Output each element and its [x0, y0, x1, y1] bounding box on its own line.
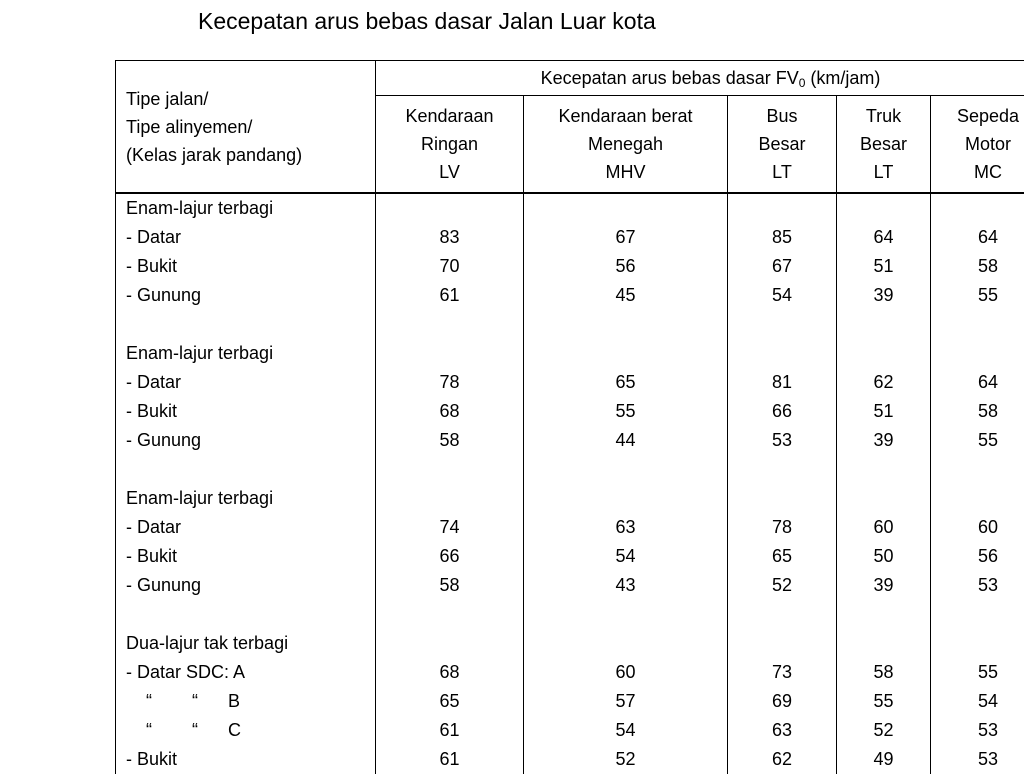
table-cell-value: 64: [837, 223, 931, 252]
column-header-bus-lt-line-1: Bus: [728, 102, 836, 130]
row-label-header-line-2: Tipe alinyemen/: [126, 113, 375, 141]
table-cell-value: 44: [524, 426, 728, 455]
row-label-header-line-3: (Kelas jarak pandang): [126, 141, 375, 169]
table-row: [116, 745, 1024, 774]
table-cell-value: 54: [931, 687, 1024, 716]
table-cell-value: 60: [931, 513, 1024, 542]
table-cell-value: 39: [837, 426, 931, 455]
table-cell-empty: [524, 484, 728, 513]
table-cell-value: 43: [524, 571, 728, 600]
table-cell-value: 56: [931, 542, 1024, 571]
table-cell-value: 67: [524, 223, 728, 252]
page-title-text: Kecepatan arus bebas dasar Jalan Luar kota: [198, 8, 656, 34]
table-row-label: - Gunung: [116, 281, 376, 310]
column-header-bus-lt: [728, 96, 837, 194]
table-cell-value: 64: [931, 223, 1024, 252]
table-spacer-cell: [116, 600, 376, 629]
table-cell-value: 39: [837, 281, 931, 310]
table-cell-value: 61: [376, 716, 524, 745]
table-group-heading-label: Enam-lajur terbagi: [116, 484, 376, 513]
column-header-mhv: [524, 96, 728, 194]
table-group-heading-label: Enam-lajur terbagi: [116, 193, 376, 223]
table-header-group-row: [116, 61, 1024, 96]
table-cell-value: 54: [728, 281, 837, 310]
column-group-header-text: Kecepatan arus bebas dasar FV: [541, 68, 799, 88]
table-cell-value: 65: [524, 368, 728, 397]
table-group-heading-row: [116, 193, 1024, 223]
table-cell-value: 55: [837, 687, 931, 716]
column-header-mc-code: MC: [931, 158, 1024, 186]
table-row-label: - Bukit: [116, 252, 376, 281]
column-header-bus-lt-line-2: Besar: [728, 130, 836, 158]
table-cell-value: 65: [376, 687, 524, 716]
table-group-heading-row: [116, 629, 1024, 658]
table-row: [116, 368, 1024, 397]
table-row-label: - Datar SDC: A: [116, 658, 376, 687]
table-spacer-cell: [728, 310, 837, 339]
table-spacer-row: [116, 310, 1024, 339]
table-spacer-cell: [931, 455, 1024, 484]
table-row: [116, 687, 1024, 716]
table-cell-value: 58: [376, 426, 524, 455]
table-cell-value: 66: [728, 397, 837, 426]
column-header-lv-code: LV: [376, 158, 523, 186]
table-row: [116, 281, 1024, 310]
table-cell-empty: [728, 484, 837, 513]
table-cell-value: 58: [931, 252, 1024, 281]
column-header-truk-lt-line-2: Besar: [837, 130, 930, 158]
table-cell-value: 55: [931, 281, 1024, 310]
column-header-bus-lt-code: LT: [728, 158, 836, 186]
table-cell-empty: [837, 484, 931, 513]
table-cell-value: 54: [524, 716, 728, 745]
table-spacer-cell: [837, 455, 931, 484]
table-spacer-cell: [524, 455, 728, 484]
table-cell-value: 61: [376, 745, 524, 774]
column-group-header: [376, 61, 1024, 96]
row-label-header-cell: [116, 61, 376, 194]
table-cell-empty: [931, 193, 1024, 223]
table-spacer-cell: [524, 600, 728, 629]
table-row: [116, 426, 1024, 455]
table-spacer-cell: [524, 310, 728, 339]
table-cell-value: 78: [376, 368, 524, 397]
table-row: [116, 542, 1024, 571]
column-header-lv-line-1: Kendaraan: [376, 102, 523, 130]
table-cell-value: 66: [376, 542, 524, 571]
column-header-lv: [376, 96, 524, 194]
table-cell-value: 68: [376, 658, 524, 687]
table-cell-value: 62: [837, 368, 931, 397]
table-spacer-cell: [728, 455, 837, 484]
column-header-lv-line-2: Ringan: [376, 130, 523, 158]
table-spacer-row: [116, 600, 1024, 629]
table-cell-value: 52: [524, 745, 728, 774]
table-row: [116, 716, 1024, 745]
column-header-mc: [931, 96, 1024, 194]
table-cell-value: 39: [837, 571, 931, 600]
column-header-mhv-line-2: Menegah: [524, 130, 727, 158]
table-group-heading-row: [116, 484, 1024, 513]
column-header-mc-line-1: Sepeda: [931, 102, 1024, 130]
table-row: [116, 252, 1024, 281]
table-spacer-cell: [376, 310, 524, 339]
column-header-mhv-line-1: Kendaraan berat: [524, 102, 727, 130]
table-cell-value: 65: [728, 542, 837, 571]
table-cell-empty: [728, 339, 837, 368]
table-cell-value: 70: [376, 252, 524, 281]
table-cell-empty: [376, 339, 524, 368]
table-cell-value: 45: [524, 281, 728, 310]
table-cell-empty: [837, 629, 931, 658]
column-header-truk-lt: [837, 96, 931, 194]
table-cell-value: 55: [524, 397, 728, 426]
table-cell-value: 49: [837, 745, 931, 774]
table-cell-empty: [837, 339, 931, 368]
table-cell-value: 73: [728, 658, 837, 687]
table-cell-value: 63: [728, 716, 837, 745]
table-cell-value: 61: [376, 281, 524, 310]
table-cell-value: 60: [837, 513, 931, 542]
page-title: [198, 6, 656, 36]
table-cell-value: 81: [728, 368, 837, 397]
table-cell-value: 69: [728, 687, 837, 716]
table-cell-value: 74: [376, 513, 524, 542]
table-row-label: - Datar: [116, 368, 376, 397]
table-cell-empty: [837, 193, 931, 223]
table-group-heading-label: Dua-lajur tak terbagi: [116, 629, 376, 658]
table-row-label: - Bukit: [116, 745, 376, 774]
table-cell-empty: [931, 629, 1024, 658]
table-cell-value: 55: [931, 426, 1024, 455]
table-cell-empty: [931, 339, 1024, 368]
table-cell-value: 78: [728, 513, 837, 542]
free-flow-speed-table: [115, 60, 1024, 774]
row-label-header-line-1: Tipe jalan/: [126, 85, 375, 113]
table-cell-value: 55: [931, 658, 1024, 687]
table-cell-value: 57: [524, 687, 728, 716]
table-row: [116, 513, 1024, 542]
table-cell-value: 85: [728, 223, 837, 252]
table-cell-empty: [376, 629, 524, 658]
table-cell-value: 54: [524, 542, 728, 571]
table-row-label: - Bukit: [116, 542, 376, 571]
free-flow-speed-table-container: [115, 60, 1024, 774]
column-group-header-unit: (km/jam): [805, 68, 880, 88]
column-header-truk-lt-code: LT: [837, 158, 930, 186]
table-cell-value: 58: [376, 571, 524, 600]
table-row-label: - Datar: [116, 513, 376, 542]
table-cell-value: 62: [728, 745, 837, 774]
column-header-truk-lt-line-1: Truk: [837, 102, 930, 130]
table-spacer-cell: [376, 600, 524, 629]
table-spacer-row: [116, 455, 1024, 484]
column-header-mc-line-2: Motor: [931, 130, 1024, 158]
table-cell-value: 83: [376, 223, 524, 252]
table-cell-value: 53: [728, 426, 837, 455]
table-row-label: - Datar: [116, 223, 376, 252]
table-cell-value: 67: [728, 252, 837, 281]
table-row: [116, 223, 1024, 252]
table-cell-value: 52: [728, 571, 837, 600]
table-cell-empty: [376, 484, 524, 513]
table-cell-value: 50: [837, 542, 931, 571]
table-spacer-cell: [116, 310, 376, 339]
table-cell-value: 53: [931, 571, 1024, 600]
table-row-label: “ “ B: [116, 687, 376, 716]
table-cell-empty: [524, 339, 728, 368]
column-group-header-subscript: 0: [799, 76, 806, 90]
table-cell-value: 58: [837, 658, 931, 687]
table-cell-value: 56: [524, 252, 728, 281]
table-row: [116, 658, 1024, 687]
table-cell-value: 53: [931, 745, 1024, 774]
table-row-label: - Gunung: [116, 426, 376, 455]
table-row: [116, 397, 1024, 426]
table-spacer-cell: [931, 600, 1024, 629]
table-cell-empty: [524, 193, 728, 223]
table-group-heading-row: [116, 339, 1024, 368]
table-cell-value: 53: [931, 716, 1024, 745]
table-cell-empty: [728, 193, 837, 223]
table-cell-empty: [524, 629, 728, 658]
table-spacer-cell: [728, 600, 837, 629]
table-spacer-cell: [837, 600, 931, 629]
table-cell-value: 52: [837, 716, 931, 745]
table-cell-value: 63: [524, 513, 728, 542]
table-row-label: - Gunung: [116, 571, 376, 600]
table-row-label: - Bukit: [116, 397, 376, 426]
table-cell-empty: [376, 193, 524, 223]
table-spacer-cell: [376, 455, 524, 484]
table-row: [116, 571, 1024, 600]
column-header-mhv-code: MHV: [524, 158, 727, 186]
table-body: [116, 193, 1024, 774]
table-cell-value: 60: [524, 658, 728, 687]
table-cell-empty: [728, 629, 837, 658]
table-cell-value: 58: [931, 397, 1024, 426]
table-cell-value: 51: [837, 397, 931, 426]
table-spacer-cell: [116, 455, 376, 484]
table-group-heading-label: Enam-lajur terbagi: [116, 339, 376, 368]
table-spacer-cell: [837, 310, 931, 339]
table-cell-empty: [931, 484, 1024, 513]
table-spacer-cell: [931, 310, 1024, 339]
table-cell-value: 64: [931, 368, 1024, 397]
table-row-label: “ “ C: [116, 716, 376, 745]
table-header: [116, 61, 1024, 194]
table-cell-value: 51: [837, 252, 931, 281]
table-cell-value: 68: [376, 397, 524, 426]
